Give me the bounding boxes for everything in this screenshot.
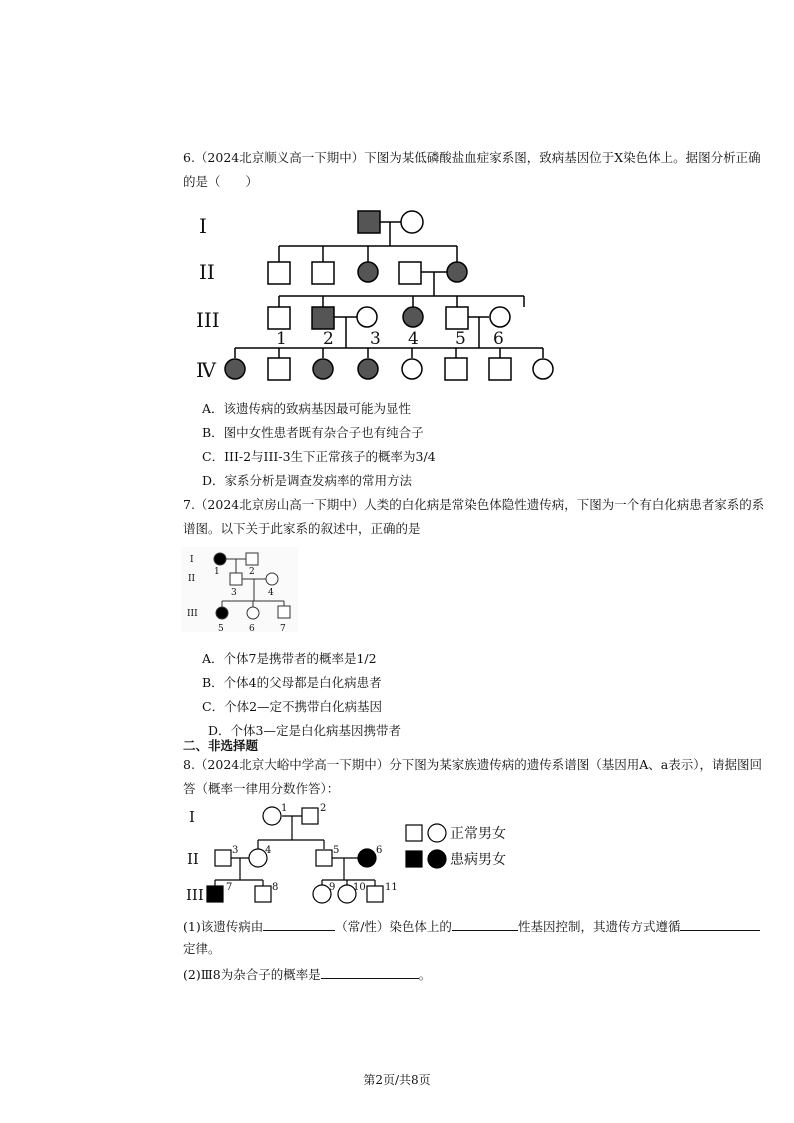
q8-number: 8 — [272, 882, 279, 893]
q8-sub2-text-b: 。 — [418, 967, 432, 982]
q6-gen-label: III — [196, 308, 220, 332]
legend-normal-female-symbol — [428, 824, 446, 842]
q6-option-b: B．图中女性患者既有杂合子也有纯合子 — [202, 425, 424, 440]
q8-gen-label: I — [189, 808, 195, 826]
q8-gen-label: II — [187, 850, 199, 868]
q7-number: 5 — [218, 624, 224, 634]
q8-III-7 — [207, 886, 223, 902]
q7-stem-line1: 7.（2024北京房山高一下期中）人类的白化病是常染色体隐性遗传病，下图为一个有白化病患者家系的系 — [183, 497, 765, 512]
q6-number: 4 — [408, 329, 419, 349]
q8-sub1-text-b: （常/性）染色体上的 — [335, 919, 452, 934]
answer-blank-law[interactable] — [680, 916, 760, 931]
q7-number: 6 — [249, 624, 255, 634]
q8-number: 4 — [265, 845, 272, 856]
q6-stem-line2: 的是（ ） — [183, 174, 259, 189]
q6-option-c: C．III-2与III-3生下正常孩子的概率为3/4 — [202, 449, 436, 464]
q6-number: 5 — [455, 329, 466, 349]
q8-I-1 — [263, 807, 281, 825]
q8-number: 5 — [333, 845, 340, 856]
legend-affected-label: 患病男女 — [450, 852, 506, 868]
legend-normal-male-symbol — [406, 825, 422, 841]
q8-stem-line2: 答（概率一律用分数作答）： — [183, 781, 340, 796]
q8-II-5 — [316, 850, 332, 866]
q6-option-d: D．家系分析是调查发病率的常用方法 — [202, 473, 413, 488]
q6-option-a: A．该遗传病的致病基因最可能为显性 — [202, 401, 412, 416]
q8-number: 7 — [226, 882, 233, 893]
q6-number: 6 — [493, 329, 504, 349]
q7-number: 1 — [214, 567, 220, 577]
q6-gen-label: I — [199, 214, 207, 238]
q8-number: 9 — [329, 882, 336, 893]
q8-number: 1 — [281, 803, 288, 814]
q8-number: 10 — [353, 882, 366, 893]
q7-number: 3 — [231, 588, 237, 598]
q7-option-c: C．个体2—定不携带白化病基因 — [202, 699, 383, 714]
q8-sub2-text-a: (2)Ⅲ8为杂合子的概率是 — [183, 967, 321, 982]
q7-gen-label: I — [190, 555, 194, 565]
q8-number: 6 — [376, 845, 383, 856]
legend-affected-male-symbol — [406, 851, 422, 867]
q6-number: 1 — [276, 329, 287, 349]
q7-gen-label: II — [188, 574, 196, 584]
q6-number: 2 — [323, 329, 334, 349]
q7-number: 4 — [268, 588, 274, 598]
q8-III-11 — [367, 886, 383, 902]
q8-sub1-text-c: 性基因控制，其遗传方式遵循 — [517, 919, 681, 934]
q8-sub1-line2: 定律。 — [183, 941, 221, 956]
page-footer: 第2页/共8页 — [363, 1073, 431, 1087]
section-heading: 二、非选择题 — [183, 738, 259, 753]
q8-sub1-text-a: (1)该遗传病由 — [183, 919, 264, 934]
q7-stem-line2: 谱图。以下关于此家系的叙述中，正确的是 — [183, 521, 421, 536]
q6-gen-label: II — [199, 260, 215, 284]
q8-III-8 — [255, 886, 271, 902]
q8-gen-label: III — [186, 886, 204, 904]
q7-number: 7 — [280, 624, 286, 634]
q6-gen-label: Ⅳ — [196, 358, 216, 382]
q8-number: 11 — [385, 882, 398, 893]
q8-stem-line1: 8.（2024北京大峪中学高一下期中）分下图为某家族遗传病的遗传系谱图（基因用A、a表示），请据图回 — [183, 757, 762, 772]
q7-option-a: A．个体7是携带者的概率是1/2 — [202, 651, 377, 666]
legend-affected-female-symbol — [428, 850, 446, 868]
q8-number: 2 — [320, 803, 327, 814]
q8-number: 3 — [232, 845, 239, 856]
answer-blank-dominance[interactable] — [452, 916, 518, 931]
q8-sub1-line1 — [183, 916, 760, 936]
q8-II-6 — [358, 849, 376, 867]
q6-stem-line1: 6.（2024北京顺义高一下期中）下图为某低磷酸盐血症家系图，致病基因位于X染色体上。据图分析正确 — [183, 150, 761, 165]
answer-blank-probability[interactable] — [321, 964, 419, 979]
q7-gen-label: III — [187, 609, 198, 619]
q8-II-3 — [215, 850, 231, 866]
legend-normal-label: 正常男女 — [450, 826, 506, 842]
q8-I-2 — [302, 808, 318, 824]
q7-option-b: B．个体4的父母都是白化病患者 — [202, 675, 382, 690]
q8-sub2 — [183, 964, 431, 984]
q7-number: 2 — [249, 567, 255, 577]
q6-number: 3 — [370, 329, 381, 349]
answer-blank-chromosome[interactable] — [263, 916, 335, 931]
q7-option-d: D．个体3—定是白化病基因携带者 — [208, 723, 401, 738]
